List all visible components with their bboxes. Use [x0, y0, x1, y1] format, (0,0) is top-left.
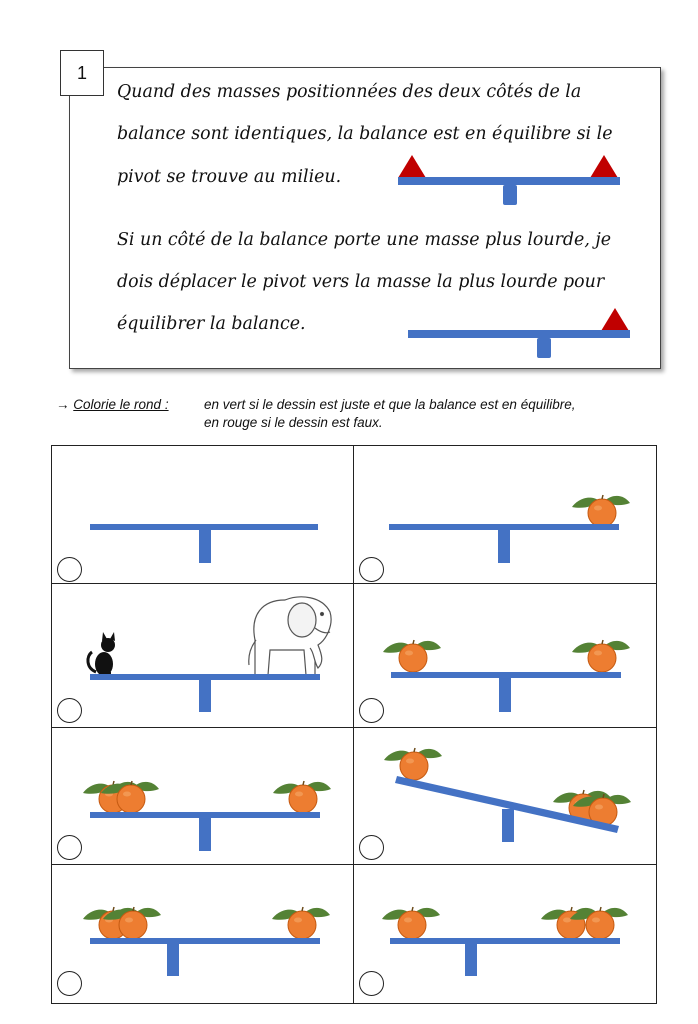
exercise-cell-8 [354, 865, 656, 1003]
rule-paragraph-2-line-3: équilibrer la balance. [117, 314, 306, 334]
exercise-cell-7 [52, 865, 354, 1003]
answer-circle-4[interactable] [359, 698, 384, 723]
instruction-line-1: en vert si le dessin est juste et que la balance est en équilibre, [204, 397, 576, 412]
exercise-cell-2 [354, 446, 656, 584]
answer-circle-7[interactable] [57, 971, 82, 996]
answer-circle-1[interactable] [57, 557, 82, 582]
rule-number-badge [60, 50, 104, 96]
rule-balance-shifted [408, 308, 630, 358]
beam [398, 177, 620, 185]
rule-paragraph-1-line-3: pivot se trouve au milieu. [117, 167, 342, 187]
rule-paragraph-1-line-1: Quand des masses positionnées des deux côtés de la [117, 82, 582, 102]
rule-paragraph-2-line-2: dois déplacer le pivot vers la masse la plus lourde pour [117, 272, 605, 292]
rule-illustrations [0, 0, 698, 400]
instruction-line-2: en rouge si le dessin est faux. [204, 415, 383, 430]
arrow-icon: → [56, 397, 70, 412]
instruction [56, 396, 686, 430]
answer-circle-8[interactable] [359, 971, 384, 996]
exercise-cell-5 [52, 728, 354, 865]
rule-paragraph-1-line-2: balance sont identiques, la balance est en équilibre si le [117, 124, 613, 144]
exercise-cell-6 [354, 728, 656, 865]
exercise-cell-4 [354, 584, 656, 728]
answer-circle-2[interactable] [359, 557, 384, 582]
exercise-cell-3 [52, 584, 354, 728]
left-weight-triangle [398, 155, 426, 178]
exercise-cell-1 [52, 446, 354, 584]
right-weight-triangle [601, 308, 629, 331]
exercise-grid [51, 445, 657, 1004]
rule-number: 1 [76, 62, 87, 83]
right-weight-triangle [590, 155, 618, 178]
pivot [537, 338, 551, 358]
rule-balance-equal [398, 155, 620, 205]
answer-circle-3[interactable] [57, 698, 82, 723]
pivot [503, 185, 517, 205]
answer-circle-6[interactable] [359, 835, 384, 860]
beam [408, 330, 630, 338]
rule-paragraph-2-line-1: Si un côté de la balance porte une masse plus lourde, je [117, 230, 612, 250]
answer-circle-5[interactable] [57, 835, 82, 860]
instruction-label: Colorie le rond : [73, 397, 169, 412]
